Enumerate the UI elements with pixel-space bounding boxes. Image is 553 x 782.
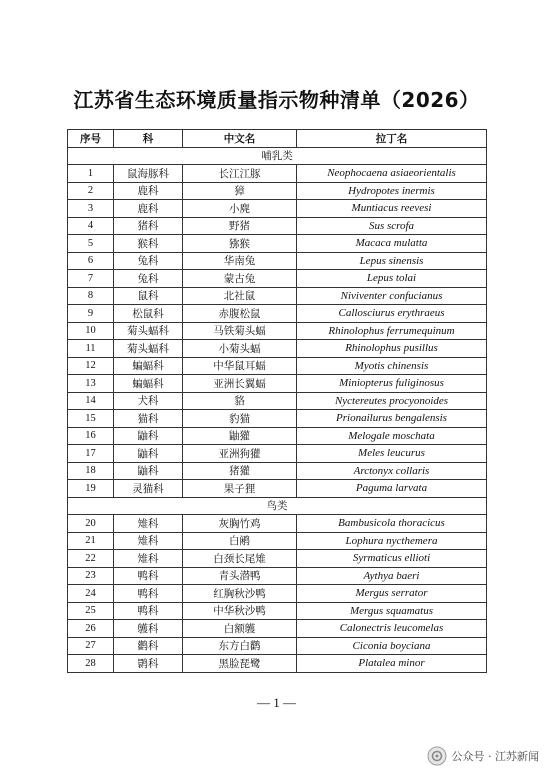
serial-cell: 12 <box>68 357 114 375</box>
table-row <box>68 322 487 340</box>
latin-name-cell: Aythya baeri <box>297 567 487 585</box>
family-cell: 鸭科 <box>114 602 183 620</box>
family-cell: 鹿科 <box>114 200 183 218</box>
table-row <box>68 655 487 673</box>
table-row <box>68 392 487 410</box>
table-row <box>68 585 487 603</box>
family-cell: 鹮科 <box>114 655 183 673</box>
chinese-name-cell: 白颈长尾雉 <box>183 550 297 568</box>
chinese-name-cell: 亚洲狗獾 <box>183 445 297 463</box>
latin-name-cell: Niviventer confucianus <box>297 287 487 305</box>
family-cell: 鸭科 <box>114 567 183 585</box>
serial-cell: 2 <box>68 182 114 200</box>
serial-cell: 5 <box>68 235 114 253</box>
species-table-body <box>68 147 487 672</box>
latin-name-cell: Ciconia boyciana <box>297 637 487 655</box>
wechat-official-account-icon <box>427 746 447 766</box>
serial-cell: 4 <box>68 217 114 235</box>
latin-name-cell: Macaca mulatta <box>297 235 487 253</box>
family-cell: 鸭科 <box>114 585 183 603</box>
table-row <box>68 235 487 253</box>
serial-cell: 14 <box>68 392 114 410</box>
family-cell: 松鼠科 <box>114 305 183 323</box>
family-cell: 鼠海豚科 <box>114 165 183 183</box>
latin-name-cell: Mergus squamatus <box>297 602 487 620</box>
table-row <box>68 375 487 393</box>
table-row <box>68 340 487 358</box>
group-name: 哺乳类 <box>68 147 487 165</box>
serial-cell: 16 <box>68 427 114 445</box>
table-row <box>68 620 487 638</box>
table-row <box>68 480 487 498</box>
table-row <box>68 217 487 235</box>
family-cell: 兔科 <box>114 252 183 270</box>
family-cell: 鼠科 <box>114 287 183 305</box>
chinese-name-cell: 猪獾 <box>183 462 297 480</box>
chinese-name-cell: 獐 <box>183 182 297 200</box>
chinese-name-cell: 黑脸琵鹭 <box>183 655 297 673</box>
serial-cell: 11 <box>68 340 114 358</box>
chinese-name-cell: 华南兔 <box>183 252 297 270</box>
latin-name-cell: Sus scrofa <box>297 217 487 235</box>
latin-name-cell: Lepus tolai <box>297 270 487 288</box>
family-cell: 鼬科 <box>114 427 183 445</box>
table-row <box>68 165 487 183</box>
serial-cell: 23 <box>68 567 114 585</box>
serial-cell: 26 <box>68 620 114 638</box>
table-row <box>68 252 487 270</box>
chinese-name-cell: 东方白鹳 <box>183 637 297 655</box>
family-cell: 鼬科 <box>114 462 183 480</box>
chinese-name-cell: 亚洲长翼蝠 <box>183 375 297 393</box>
latin-name-cell: Mergus serrator <box>297 585 487 603</box>
serial-cell: 10 <box>68 322 114 340</box>
latin-name-cell: Syrmaticus ellioti <box>297 550 487 568</box>
header-chinese-name: 中文名 <box>183 130 297 148</box>
latin-name-cell: Platalea minor <box>297 655 487 673</box>
serial-cell: 9 <box>68 305 114 323</box>
header-family: 科 <box>114 130 183 148</box>
family-cell: 猫科 <box>114 410 183 428</box>
serial-cell: 13 <box>68 375 114 393</box>
table-row <box>68 602 487 620</box>
latin-name-cell: Prionailurus bengalensis <box>297 410 487 428</box>
family-cell: 鹱科 <box>114 620 183 638</box>
latin-name-cell: Meles leucurus <box>297 445 487 463</box>
chinese-name-cell: 白鹇 <box>183 532 297 550</box>
chinese-name-cell: 赤腹松鼠 <box>183 305 297 323</box>
table-row <box>68 287 487 305</box>
group-name: 鸟类 <box>68 497 487 515</box>
group-header-row <box>68 497 487 515</box>
chinese-name-cell: 野猪 <box>183 217 297 235</box>
document-title: 江苏省生态环境质量指示物种清单（2026） <box>73 88 480 112</box>
family-cell: 猴科 <box>114 235 183 253</box>
latin-name-cell: Hydropotes inermis <box>297 182 487 200</box>
chinese-name-cell: 猕猴 <box>183 235 297 253</box>
chinese-name-cell: 貉 <box>183 392 297 410</box>
serial-cell: 19 <box>68 480 114 498</box>
chinese-name-cell: 红胸秋沙鸭 <box>183 585 297 603</box>
family-cell: 犬科 <box>114 392 183 410</box>
latin-name-cell: Bambusicola thoracicus <box>297 515 487 533</box>
page-number: — 1 — <box>257 695 296 710</box>
table-row <box>68 305 487 323</box>
serial-cell: 3 <box>68 200 114 218</box>
chinese-name-cell: 马铁菊头蝠 <box>183 322 297 340</box>
chinese-name-cell: 小麂 <box>183 200 297 218</box>
table-row <box>68 637 487 655</box>
latin-name-cell: Arctonyx collaris <box>297 462 487 480</box>
serial-cell: 8 <box>68 287 114 305</box>
serial-cell: 1 <box>68 165 114 183</box>
latin-name-cell: Rhinolophus pusillus <box>297 340 487 358</box>
serial-cell: 7 <box>68 270 114 288</box>
latin-name-cell: Rhinolophus ferrumequinum <box>297 322 487 340</box>
species-table <box>67 129 487 673</box>
serial-cell: 28 <box>68 655 114 673</box>
table-row <box>68 270 487 288</box>
table-row <box>68 462 487 480</box>
chinese-name-cell: 豹猫 <box>183 410 297 428</box>
latin-name-cell: Neophocaena asiaeorientalis <box>297 165 487 183</box>
table-row <box>68 200 487 218</box>
chinese-name-cell: 小菊头蝠 <box>183 340 297 358</box>
latin-name-cell: Lepus sinensis <box>297 252 487 270</box>
family-cell: 蝙蝠科 <box>114 375 183 393</box>
table-row <box>68 445 487 463</box>
watermark <box>427 746 540 766</box>
table-row <box>68 410 487 428</box>
serial-cell: 20 <box>68 515 114 533</box>
serial-cell: 25 <box>68 602 114 620</box>
family-cell: 菊头蝠科 <box>114 322 183 340</box>
serial-cell: 17 <box>68 445 114 463</box>
family-cell: 雉科 <box>114 515 183 533</box>
chinese-name-cell: 中华秋沙鸭 <box>183 602 297 620</box>
chinese-name-cell: 长江江豚 <box>183 165 297 183</box>
serial-cell: 22 <box>68 550 114 568</box>
latin-name-cell: Lophura nycthemera <box>297 532 487 550</box>
chinese-name-cell: 白额鹱 <box>183 620 297 638</box>
chinese-name-cell: 北社鼠 <box>183 287 297 305</box>
watermark-text: 公众号 · 江苏新闻 <box>451 750 539 763</box>
family-cell: 猪科 <box>114 217 183 235</box>
family-cell: 雉科 <box>114 550 183 568</box>
serial-cell: 15 <box>68 410 114 428</box>
latin-name-cell: Callosciurus erythraeus <box>297 305 487 323</box>
table-row <box>68 567 487 585</box>
family-cell: 兔科 <box>114 270 183 288</box>
table-header-row <box>68 130 487 148</box>
family-cell: 雉科 <box>114 532 183 550</box>
family-cell: 鹿科 <box>114 182 183 200</box>
serial-cell: 27 <box>68 637 114 655</box>
family-cell: 灵猫科 <box>114 480 183 498</box>
family-cell: 鼬科 <box>114 445 183 463</box>
latin-name-cell: Nyctereutes procyonoides <box>297 392 487 410</box>
chinese-name-cell: 灰胸竹鸡 <box>183 515 297 533</box>
latin-name-cell: Paguma larvata <box>297 480 487 498</box>
chinese-name-cell: 果子狸 <box>183 480 297 498</box>
latin-name-cell: Melogale moschata <box>297 427 487 445</box>
chinese-name-cell: 蒙古兔 <box>183 270 297 288</box>
latin-name-cell: Calonectris leucomelas <box>297 620 487 638</box>
chinese-name-cell: 中华鼠耳蝠 <box>183 357 297 375</box>
family-cell: 菊头蝠科 <box>114 340 183 358</box>
table-row <box>68 357 487 375</box>
chinese-name-cell: 青头潜鸭 <box>183 567 297 585</box>
chinese-name-cell: 鼬獾 <box>183 427 297 445</box>
family-cell: 鹳科 <box>114 637 183 655</box>
table-row <box>68 550 487 568</box>
header-serial: 序号 <box>68 130 114 148</box>
serial-cell: 6 <box>68 252 114 270</box>
serial-cell: 24 <box>68 585 114 603</box>
serial-cell: 18 <box>68 462 114 480</box>
table-row <box>68 532 487 550</box>
table-row <box>68 515 487 533</box>
family-cell: 蝙蝠科 <box>114 357 183 375</box>
serial-cell: 21 <box>68 532 114 550</box>
table-row <box>68 182 487 200</box>
header-latin-name: 拉丁名 <box>297 130 487 148</box>
group-header-row <box>68 147 487 165</box>
latin-name-cell: Myotis chinensis <box>297 357 487 375</box>
latin-name-cell: Muntiacus reevesi <box>297 200 487 218</box>
latin-name-cell: Miniopterus fuliginosus <box>297 375 487 393</box>
table-row <box>68 427 487 445</box>
